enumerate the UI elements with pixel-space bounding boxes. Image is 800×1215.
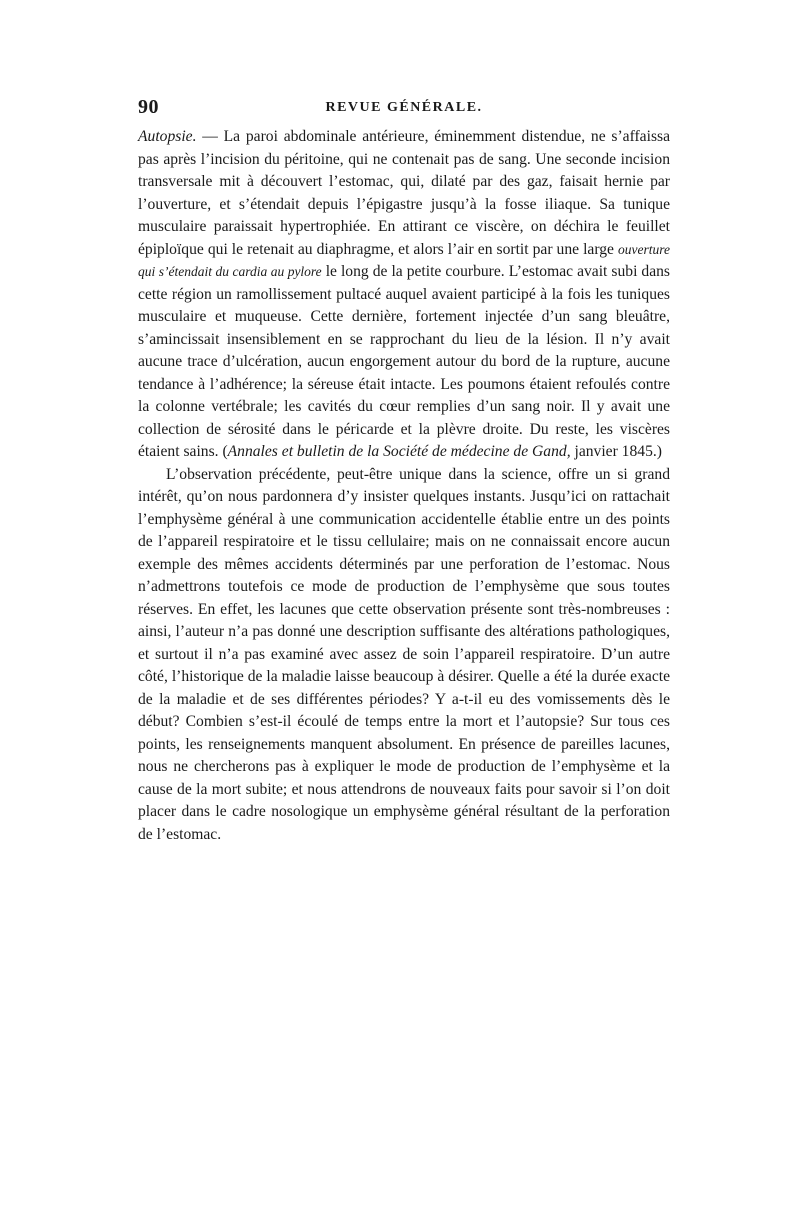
- body-text: [138, 126, 670, 846]
- paragraph-autopsie: [138, 126, 670, 464]
- section-lead: Autopsie.: [138, 128, 197, 145]
- page-number: 90: [138, 96, 159, 118]
- running-head: REVUE GÉNÉRALE.: [325, 100, 483, 115]
- paragraph-text-e: janvier 1845.): [570, 443, 662, 460]
- paragraph-italic-b: ouverture qui s’étendait du cardia au pylore: [138, 241, 670, 279]
- paragraph-text-a: — La paroi abdominale antérieure, éminemment distendue, ne s’affaissa pas après l’incision du péritoine, qui ne contenait pas de sang. Une seconde incision transversale mit à découvert l’estomac, qui, dilaté par des gaz, faisait hernie par l’ouverture, et s’étendait depuis l’épigastre jusqu’à la fosse iliaque. Sa tunique musculaire paraissait hypertrophiée. En attirant ce viscère, on déchira le feuillet épiploïque qui le retenait au diaphragme, et alors l’air en sortit par une large: [138, 128, 670, 258]
- citation-title: Annales et bulletin de la Société de médecine de Gand,: [227, 443, 571, 460]
- book-page: [138, 96, 670, 846]
- page-header: [138, 96, 670, 126]
- paragraph-observation: L’observation précédente, peut-être unique dans la science, offre un si grand intérêt, qu’on nous pardonnera d’y insister quelques instants. Jusqu’ici on rattachait l’emphysème général à une communication accidentelle établie entre un des points de l’appareil respiratoire et le tissu cellulaire; mais on ne connaissait encore aucun exemple des mêmes accidents déterminés par une perforation de l’estomac. Nous n’admettrons toutefois ce mode de production de l’emphysème que sous toutes réserves. En effet, les lacunes que cette observation présente sont très-nombreuses : ainsi, l’auteur n’a pas donné une description suffisante des altérations pathologiques, et surtout il n’a pas examiné avec assez de soin l’appareil respiratoire. D’un autre côté, l’historique de la maladie laisse beaucoup à désirer. Quelle a été la durée exacte de la maladie et de ses différentes périodes? Y a-t-il eu des vomissements dès le début? Combien s’est-il écoulé de temps entre la mort et l’autopsie? Sur tous ces points, les renseignements manquent absolument. En présence de pareilles lacunes, nous ne chercherons pas à expliquer le mode de production de l’emphysème et la cause de la mort subite; et nous attendrons de nouveaux faits pour savoir si l’on doit placer dans le cadre nosologique un emphysème général résultant de la perforation de l’estomac.: [138, 465, 670, 843]
- paragraph-text-c: le long de la petite courbure. L’estomac avait subi dans cette région un ramollissement pultacé auquel avaient participé à la fois les tuniques musculaire et muqueuse. Cette dernière, fortement injectée d’un sang bleuâtre, s’amincissait insensiblement en se rapprochant du lieu de la lésion. Il n’y avait aucune trace d’ulcération, aucun engorgement autour du bord de la rupture, aucune tendance à l’adhérence; la séreuse était intacte. Les poumons étaient refoulés contre la colonne vertébrale; les cavités du cœur remplies d’un sang noir. Il y avait une collection de sérosité dans le péricarde et la plèvre droite. Du reste, les viscères étaient sains. (: [138, 263, 670, 460]
